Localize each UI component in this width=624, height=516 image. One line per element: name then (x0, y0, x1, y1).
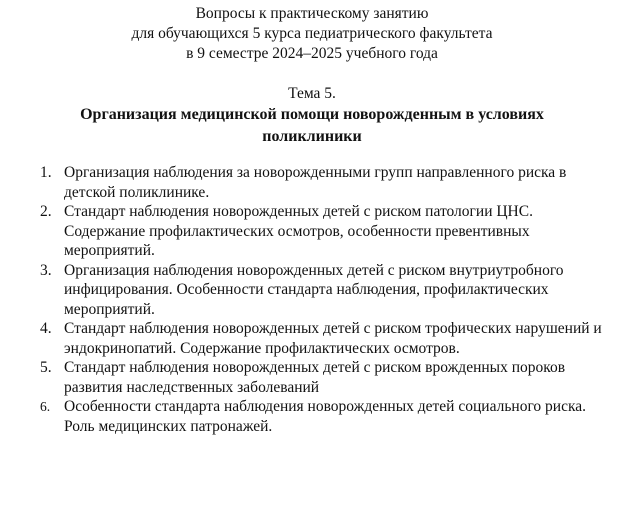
question-text: Организация наблюдения за новорожденными групп направленного риска в детской поликлинике. (64, 164, 567, 201)
topic-title: Организация медицинской помощи новорожденным в условиях поликлиники (80, 106, 544, 145)
question-text: Стандарт наблюдения новорожденных детей с риском патологии ЦНС. Содержание профилактических осмотров, особенности превентивных мероприятий. (64, 203, 533, 259)
list-item (0, 261, 624, 320)
list-item (0, 202, 624, 261)
question-text: Стандарт наблюдения новорожденных детей с риском врожденных пороков развития наследственных заболеваний (64, 359, 566, 396)
topic-label: Тема 5. (288, 85, 336, 102)
list-item (0, 397, 624, 436)
question-number: 1. (40, 164, 52, 181)
document-header (0, 4, 624, 64)
question-number: 3. (40, 261, 52, 279)
question-number: 6. (40, 399, 51, 414)
question-number: 5. (40, 359, 52, 376)
list-item (0, 319, 624, 358)
header-line-3: в 9 семестре 2024–2025 учебного года (186, 45, 438, 62)
question-text: Особенности стандарта наблюдения новорожденных детей социального риска. Роль медицинских патронажей. (64, 398, 587, 435)
header-line-2: для обучающихся 5 курса педиатрического факультета (131, 25, 493, 42)
header-line-1: Вопросы к практическому занятию (195, 5, 429, 22)
question-number: 4. (40, 320, 52, 337)
question-number: 2. (40, 203, 52, 220)
questions-list (0, 163, 624, 436)
question-text: Организация наблюдения новорожденных детей с риском внутриутробного инфицирования. Особенности стандарта наблюдения, профилактических мероприятий. (64, 261, 564, 318)
list-item (0, 163, 624, 202)
question-text: Стандарт наблюдения новорожденных детей с риском трофических нарушений и эндокринопатий. Содержание профилактических осмотров. (64, 320, 602, 357)
list-item (0, 358, 624, 397)
